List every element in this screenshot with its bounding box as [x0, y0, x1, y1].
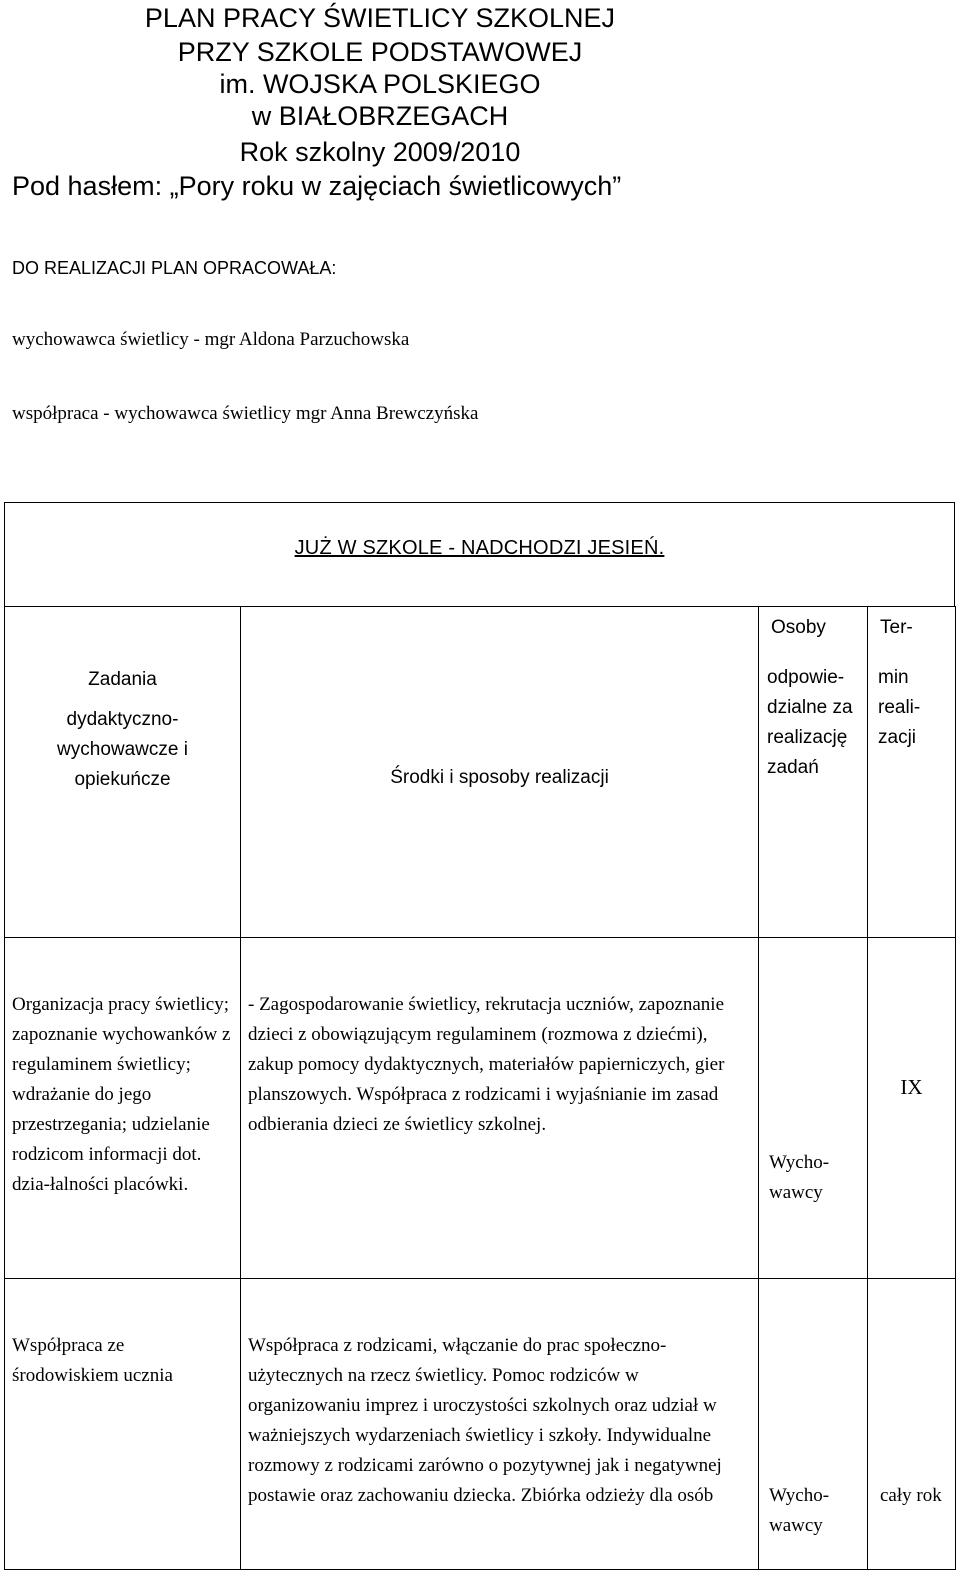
term-cell — [868, 1279, 956, 1570]
title-line-4: w BIAŁOBRZEGACH — [251, 101, 509, 131]
teacher-line: wychowawca świetlicy - mgr Aldona Parzuchowska — [12, 329, 410, 350]
persons-cell — [759, 938, 868, 1279]
term-text: cały rok — [880, 1485, 942, 1506]
header-tasks-line1: Zadania — [88, 669, 157, 690]
means-cell — [241, 1279, 759, 1570]
plan-table — [4, 606, 956, 1570]
section-heading: JUŻ W SZKOLE - NADCHODZI JESIEŃ. — [294, 537, 665, 559]
table-header-row — [5, 607, 956, 938]
persons-text: Wycho-wawcy — [769, 1152, 830, 1203]
persons-text: Wycho-wawcy — [769, 1485, 830, 1536]
header-means-label: Środki i sposoby realizacji — [390, 767, 609, 788]
title-line-5: Rok szkolny 2009/2010 — [239, 137, 521, 167]
motto: Pod hasłem: „Pory roku w zajęciach świetlicowych” — [12, 171, 622, 201]
task-cell — [5, 938, 241, 1279]
means-text: - Zagospodarowanie świetlicy, rekrutacja uczniów, zapoznanie dzieci z obowiązującym regulaminem (rozmowa z dziećmi), zakup pomocy dydaktycznych, materiałów papierniczych, gier planszowych. Współpraca z rodzicami i wyjaśnianie im zasad odbierania dzieci ze świetlicy szkolnej. — [248, 994, 725, 1135]
header-persons-line2: odpowie-dzialne za realizację zadań — [767, 667, 853, 778]
title-line-2: PRZY SZKOLE PODSTAWOWEJ — [177, 37, 583, 67]
header-means — [241, 607, 759, 938]
persons-cell — [759, 1279, 868, 1570]
header-persons — [759, 607, 868, 938]
title-line-3: im. WOJSKA POLSKIEGO — [219, 69, 541, 99]
table-row — [5, 1279, 956, 1570]
task-text: Organizacja pracy świetlicy; zapoznanie wychowanków z regulaminem świetlicy; wdrażanie do jego przestrzegania; udzielanie rodzicom informacji dot. dzia-łalności placówki. — [12, 994, 231, 1195]
header-term-line2: min reali-zacji — [878, 667, 921, 748]
term-text: IX — [900, 1075, 923, 1099]
table-row — [5, 938, 956, 1279]
title-line-1: PLAN PRACY ŚWIETLICY SZKOLNEJ — [144, 3, 616, 33]
task-text: Współpraca ze środowiskiem ucznia — [12, 1335, 173, 1386]
means-text: Współpraca z rodzicami, włączanie do prac społeczno-użytecznych na rzecz świetlicy. Pomoc rodziców w organizowaniu imprez i uroczystości szkolnych oraz udział w ważniejszych wydarzeniach świetlicy i szkoły. Indywidualne rozmowy z rodzicami zarówno o pozytywnej jak i negatywnej postawie oraz zachowaniu dziecka. Zbiórka odzieży dla osób — [248, 1335, 722, 1506]
header-tasks — [5, 607, 241, 938]
header-term-line1: Ter- — [880, 617, 913, 638]
header-persons-line1: Osoby — [771, 617, 826, 638]
term-cell — [868, 938, 956, 1279]
header-tasks-line2: dydaktyczno-wychowawcze i opiekuńcze — [57, 709, 188, 790]
header-term — [868, 607, 956, 938]
means-cell — [241, 938, 759, 1279]
task-cell — [5, 1279, 241, 1570]
prepared-by-label: DO REALIZACJI PLAN OPRACOWAŁA: — [12, 258, 337, 278]
cooperation-line: współpraca - wychowawca świetlicy mgr Anna Brewczyńska — [12, 403, 479, 424]
section-heading-box — [4, 502, 955, 607]
